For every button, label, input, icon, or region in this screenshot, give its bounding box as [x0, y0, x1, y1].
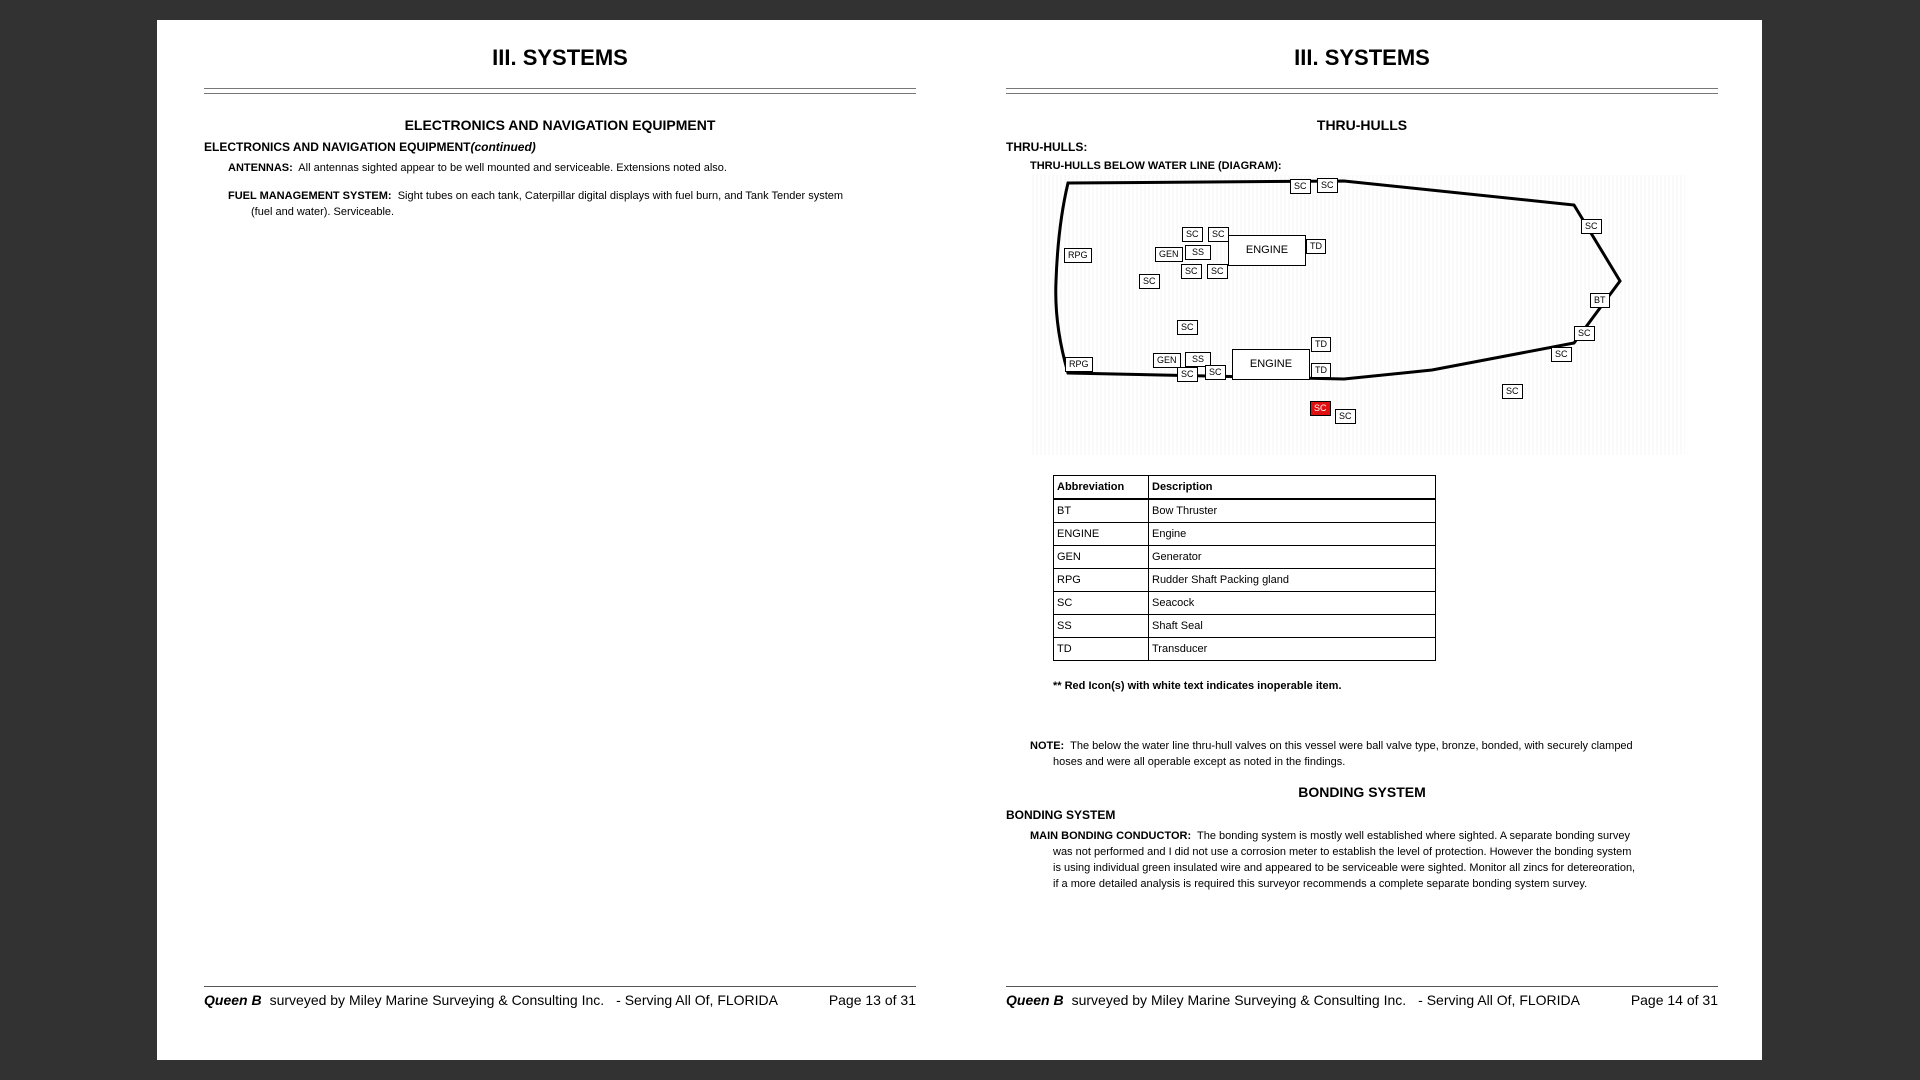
seacock-label: SC — [1205, 365, 1226, 380]
page-footer — [1006, 986, 1718, 1008]
document-viewer-sheet — [157, 20, 1762, 1060]
generator-label: GEN — [1155, 247, 1183, 262]
transducer-label: TD — [1311, 363, 1331, 378]
table-cell: Transducer — [1149, 638, 1436, 661]
table-header: Abbreviation — [1054, 476, 1149, 500]
subsection-title: THRU-HULLS: — [1006, 140, 1088, 154]
table-row — [1054, 569, 1436, 592]
section-heading: THRU-HULLS — [1316, 117, 1408, 133]
page-13 — [204, 20, 916, 1060]
seacock-label: SC — [1139, 274, 1160, 289]
section-heading: BONDING SYSTEM — [1298, 784, 1426, 800]
table-header: Description — [1149, 476, 1436, 500]
bow-thruster-label: BT — [1590, 293, 1610, 308]
engine-block: ENGINE — [1228, 235, 1306, 266]
table-cell: TD — [1054, 638, 1149, 661]
seacock-label: SC — [1207, 264, 1228, 279]
seacock-label-inoperable: SC — [1310, 401, 1331, 416]
generator-label: GEN — [1153, 353, 1181, 368]
shaft-seal-label: SS — [1185, 245, 1211, 260]
footer-page-number: Page 13 of 31 — [828, 992, 916, 1008]
antennas-paragraph: ANTENNAS: All antennas sighted appear to be well mounted and serviceable. Extensions noted also. — [228, 162, 727, 174]
table-cell: BT — [1054, 499, 1149, 523]
table-cell: SS — [1054, 615, 1149, 638]
table-cell: RPG — [1054, 569, 1149, 592]
inoperable-legend-note: ** Red Icon(s) with white text indicates inoperable item. — [1053, 680, 1342, 692]
subsection-title: BONDING SYSTEM — [1006, 808, 1116, 822]
note-paragraph: NOTE: The below the water line thru-hull valves on this vessel were ball valve type, bronze, bonded, with securely clamped hoses and were all operable except as noted in the findings. — [1030, 740, 1633, 768]
table-cell: Shaft Seal — [1149, 615, 1436, 638]
table-row — [1054, 499, 1436, 523]
seacock-label: SC — [1290, 179, 1311, 194]
title-rule — [1006, 88, 1718, 94]
thru-hull-diagram — [1032, 175, 1685, 455]
rudder-packing-label: RPG — [1064, 248, 1092, 263]
table-row — [1054, 546, 1436, 569]
seacock-label: SC — [1335, 409, 1356, 424]
fuel-management-paragraph: FUEL MANAGEMENT SYSTEM: Sight tubes on each tank, Caterpillar digital displays with fuel burn, and Tank Tender system (fuel and water). Serviceable. — [228, 190, 844, 218]
seacock-label: SC — [1551, 347, 1572, 362]
footer-serving: - Serving All Of, FLORIDA — [616, 992, 778, 1008]
engine-block: ENGINE — [1232, 349, 1310, 380]
subsection-title: ELECTRONICS AND NAVIGATION EQUIPMENT(continued) — [204, 140, 536, 154]
table-row — [1054, 615, 1436, 638]
footer-surveyor: surveyed by Miley Marine Surveying & Consulting Inc. — [1071, 992, 1407, 1008]
footer-vessel-name: Queen B — [1006, 992, 1064, 1008]
seacock-label: SC — [1181, 264, 1202, 279]
table-cell: ENGINE — [1054, 523, 1149, 546]
table-row — [1054, 592, 1436, 615]
table-cell: Engine — [1149, 523, 1436, 546]
seacock-label: SC — [1502, 384, 1523, 399]
transducer-label: TD — [1306, 239, 1326, 254]
seacock-label: SC — [1574, 326, 1595, 341]
table-cell: Seacock — [1149, 592, 1436, 615]
abbreviation-table — [1053, 475, 1436, 661]
seacock-label: SC — [1182, 227, 1203, 242]
transducer-label: TD — [1311, 337, 1331, 352]
table-cell: Bow Thruster — [1149, 499, 1436, 523]
table-row — [1054, 523, 1436, 546]
seacock-label: SC — [1581, 219, 1602, 234]
footer-page-number: Page 14 of 31 — [1630, 992, 1718, 1008]
hull-outline — [1032, 175, 1685, 455]
table-cell: GEN — [1054, 546, 1149, 569]
table-cell: Rudder Shaft Packing gland — [1149, 569, 1436, 592]
seacock-label: SC — [1177, 367, 1198, 382]
rudder-packing-label: RPG — [1065, 357, 1093, 372]
bonding-paragraph: MAIN BONDING CONDUCTOR: The bonding system is mostly well established where sighted. A separate bonding survey was not performed and I did not use a corrosion meter to establish the level of protection. However the bonding system is using individual green insulated wire and appeared to be serviceable were sighted. Monitor all zincs for detereoration, if a more detailed analysis is required this surveyor recommends a complete separate bonding system survey. — [1030, 830, 1636, 890]
footer-surveyor: surveyed by Miley Marine Surveying & Consulting Inc. — [269, 992, 605, 1008]
seacock-label: SC — [1208, 227, 1229, 242]
shaft-seal-label: SS — [1185, 352, 1211, 367]
page-title: III. SYSTEMS — [492, 45, 628, 70]
table-row — [1054, 638, 1436, 661]
diagram-heading: THRU-HULLS BELOW WATER LINE (DIAGRAM): — [1030, 160, 1282, 172]
seacock-label: SC — [1177, 320, 1198, 335]
section-heading: ELECTRONICS AND NAVIGATION EQUIPMENT — [404, 117, 716, 133]
page-14 — [1006, 20, 1718, 1060]
table-header-row — [1054, 476, 1436, 500]
table-cell: SC — [1054, 592, 1149, 615]
footer-serving: - Serving All Of, FLORIDA — [1418, 992, 1580, 1008]
footer-vessel-name: Queen B — [204, 992, 262, 1008]
page-footer — [204, 986, 916, 1008]
title-rule — [204, 88, 916, 94]
page-title: III. SYSTEMS — [1294, 45, 1430, 70]
seacock-label: SC — [1317, 178, 1338, 193]
table-cell: Generator — [1149, 546, 1436, 569]
